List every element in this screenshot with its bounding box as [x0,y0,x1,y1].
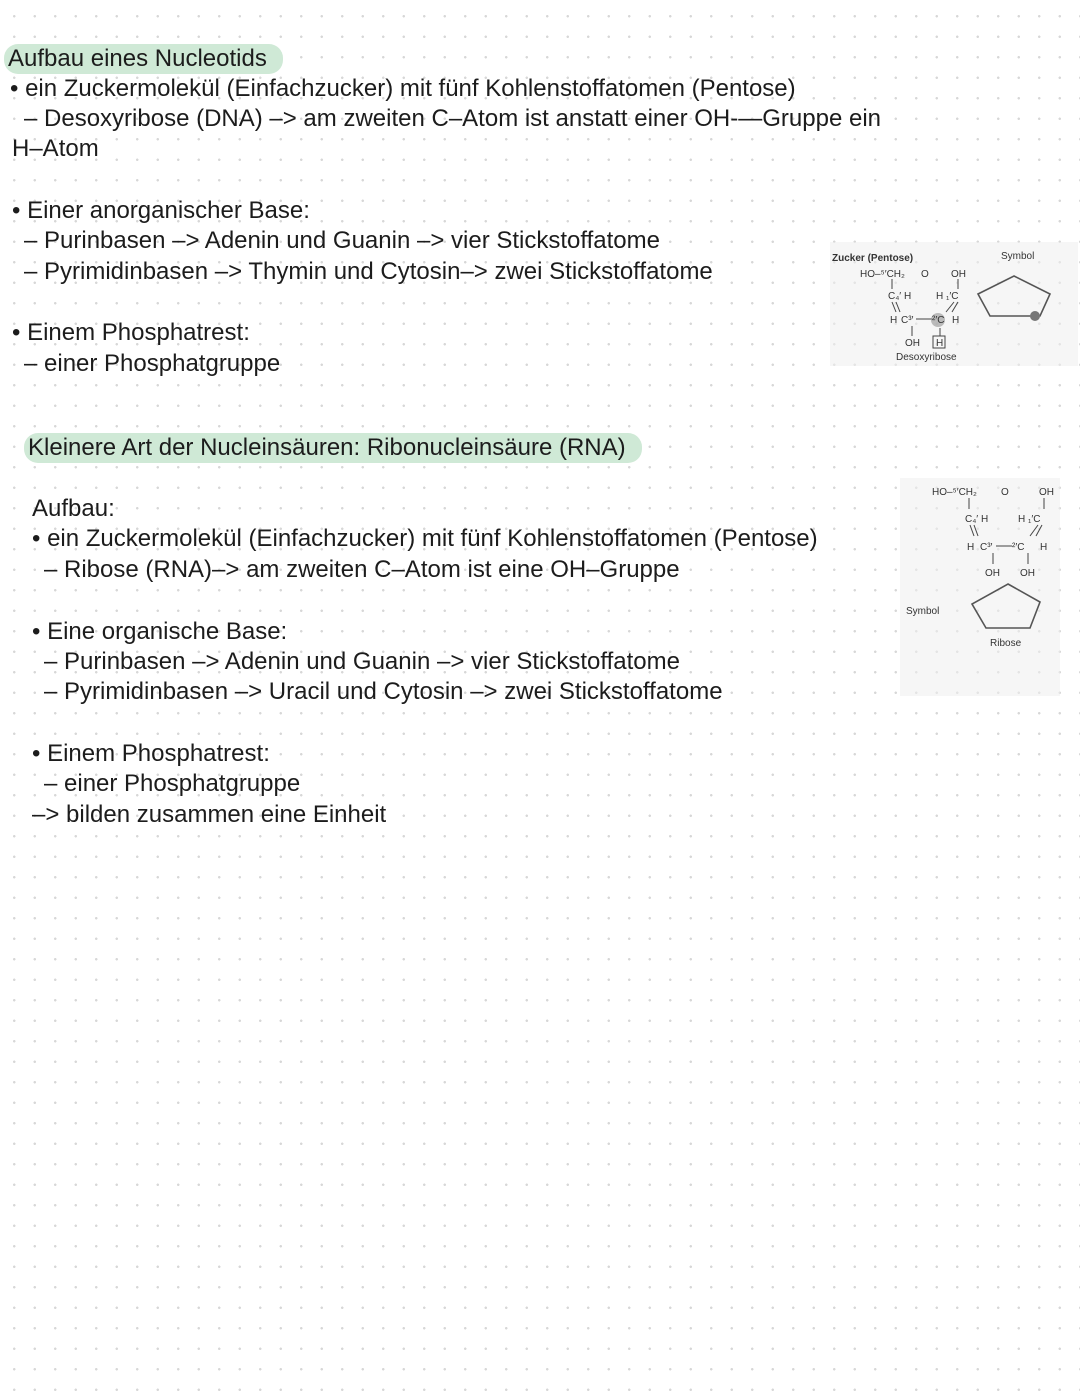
purine-line: – Purinbasen –> Adenin und Guanin –> vier Stickstoffatome [24,227,660,254]
h-right: H [1040,542,1048,553]
ribose-line: – Ribose (RNA)–> am zweiten C–Atom ist eine OH–Gruppe [44,556,680,583]
c2-atom: ²′C [932,315,945,326]
c3-atom: C³′ [980,542,993,553]
phosphate-group-line: – einer Phosphatgruppe [24,350,281,377]
h-left: H [967,542,975,553]
pyrimidine-line: – Pyrimidinbasen –> Thymin und Cytosin–> zwei Stickstoffatome [24,258,713,285]
rna-purine-line: – Purinbasen –> Adenin und Guanin –> vier Stickstoffatome [44,648,680,675]
oh-top: OH [951,269,966,280]
h-c1: H ₁′C [1018,514,1041,525]
symbol-marker-dot [1030,311,1040,321]
rna-pyrimidine-line: – Pyrimidinbasen –> Uracil und Cytosin –> zwei Stickstoffatome [44,678,723,705]
oh-top: OH [1039,487,1054,498]
rna-phosphate-group-line: – einer Phosphatgruppe [44,770,301,797]
h-c1: H ₁′C [936,291,959,302]
desoxyribose-caption: Desoxyribose [896,352,957,363]
oh-right: OH [1020,568,1035,579]
oh-left: OH [985,568,1000,579]
base-heading: • Einer anorganischer Base: [12,197,310,224]
rna-base-heading: • Eine organische Base: [32,618,288,645]
deoxyribose-line: – Desoxyribose (DNA) –> am zweiten C–Atom ist anstatt einer OH-—Gruppe ein [24,105,882,132]
unit-line: –> bilden zusammen eine Einheit [32,801,387,828]
rna-sugar-line: • ein Zuckermolekül (Einfachzucker) mit fünf Kohlenstoffatomen (Pentose) [32,525,818,552]
symbol-label: Symbol [906,606,940,617]
sugar-pentose-label: Zucker (Pentose) [832,253,914,264]
c4-h: C₄′ H [888,291,912,302]
ribose-symbol-pentagon [972,584,1040,628]
sugar-line: • ein Zuckermolekül (Einfachzucker) mit fünf Kohlenstoffatomen (Pentose) [10,75,796,102]
ho-ch2-group: HO–⁵′CH₂ [860,269,905,280]
oh-bottom: OH [905,338,920,349]
desoxyribose-figure [830,242,1078,366]
aufbau-label: Aufbau: [32,495,115,522]
symbol-label: Symbol [1001,251,1035,262]
deoxyribose-line-cont: H–Atom [12,135,99,162]
section-heading-nucleotide: Aufbau eines Nucleotids [4,44,283,74]
c3-atom: C³′ [901,315,914,326]
c2-atom: ²′C [1012,542,1025,553]
ring-oxygen: O [1001,487,1009,498]
ho-ch2-group: HO–⁵′CH₂ [932,487,977,498]
phosphate-heading: • Einem Phosphatrest: [12,319,250,346]
rna-phosphate-heading: • Einem Phosphatrest: [32,740,270,767]
h-boxed: H [936,338,944,349]
h-right: H [952,315,960,326]
c4-h: C₄′ H [965,514,989,525]
h-left: H [890,315,898,326]
ribose-caption: Ribose [990,638,1022,649]
ring-oxygen: O [921,269,929,280]
section-heading-rna: Kleinere Art der Nucleinsäuren: Ribonucleinsäure (RNA) [24,433,642,463]
ribose-figure [900,478,1060,696]
